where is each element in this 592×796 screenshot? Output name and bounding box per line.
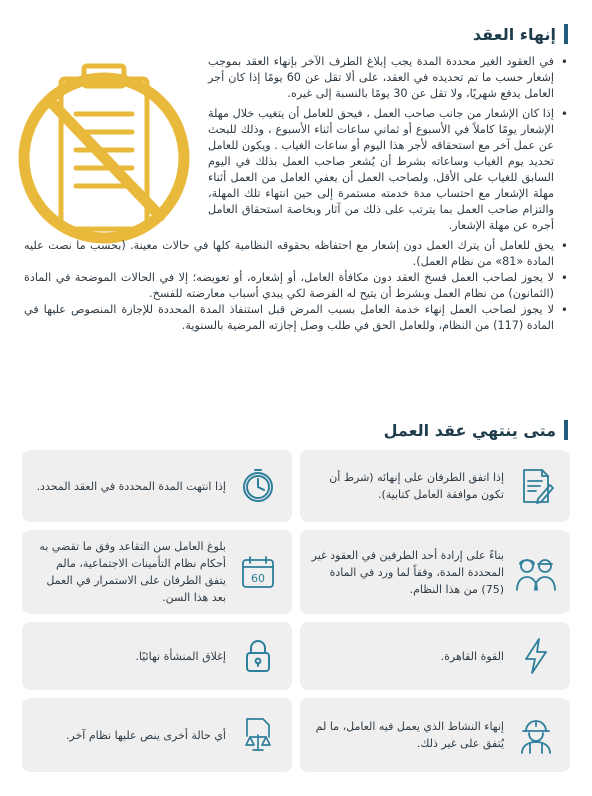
list-item: • إذا كان الإشعار من جانب صاحب العمل ، فيحق للعامل أن يتغيب خلال مهلة الإشعار يومًا كاملاً في الأسبوع أو ثماني ساعات أثناء الأسبوع ، وذلك للبحث عن عمل آخر مع استحقاقه لأجر هذا اليوم أو ساعات الغياب . ويكون للعامل تحديد يوم الغياب وساعاته بشرط أن يُشعر صاحب العمل بذلك في اليوم السابق للغياب على الأقل. ولصاحب العمل أن يعفي العامل من العمل أثناء مهلة الإشعار مع احتساب مدة خدمته مستمرة إلى حين انتهاء تلك المهلة، والتزام صاحب العمل بما يترتب على ذلك من آثار وبخاصة استحقاق العامل أجره عن مهلة الإشعار. <box>208 106 568 234</box>
case-text: إنهاء النشاط الذي يعمل فيه العامل، ما لم يُتفق على غير ذلك. <box>315 720 504 750</box>
construction-worker-icon <box>514 713 558 757</box>
case-text: بناءً على إرادة أحد الطرفين في العقود غير المحددة المدة، وفقاً لما ورد في المادة (75) من هذا النظام. <box>311 548 504 596</box>
section-title-text: متى ينتهي عقد العمل <box>383 420 556 440</box>
list-item: • يحق للعامل أن يترك العمل دون إشعار مع احتفاظه بحقوقه النظامية كلها في حالات معينة. (بحسب ما نصت عليه المادة «81» من نظام العمل). <box>24 238 568 270</box>
worker-and-employer-icon <box>514 550 558 594</box>
list-item: • في العقود الغير محددة المدة يجب إبلاغ الطرف الآخر بإنهاء العقد بموجب إشعار حسب ما تم تحديده في العقد، على ألا تقل عن 60 يومًا إذا كان أجر العامل يدفع شهريًا، ولا تقل عن 30 يومًا بالنسبة إلى غيره. <box>208 54 568 102</box>
case-card-other-law <box>22 698 292 772</box>
section-heading-contract-termination <box>473 24 568 44</box>
clock-icon <box>236 464 280 508</box>
case-card-party-will <box>300 530 570 614</box>
lightning-icon <box>514 634 558 678</box>
case-text: القوة القاهرة. <box>440 649 504 663</box>
case-text: إغلاق المنشأة نهائيًا. <box>135 649 226 663</box>
section-heading-contract-end-cases <box>384 420 568 440</box>
termination-rules-list <box>24 54 568 334</box>
list-item: • لا يجوز لصاحب العمل إنهاء خدمة العامل بسبب المرض قبل استنفاذ المدة المحددة للإجازة المنصوص عليها في المادة (117) من النظام، وللعامل الحق في طلب وصل إجازته المرضية بالسنوية. <box>24 302 568 334</box>
case-card-closure <box>22 622 292 690</box>
svg-text:60: 60 <box>251 572 265 585</box>
heading-accent-bar <box>564 24 568 44</box>
legal-document-scales-icon <box>236 713 280 757</box>
case-text: إذا اتفق الطرفان على إنهائه (شرط أن تكون موافقة العامل كتابية). <box>329 471 504 501</box>
case-text: أي حالة أخرى ينص عليها نظام آخر. <box>65 728 226 742</box>
case-card-mutual-agreement <box>300 450 570 522</box>
case-card-fixed-term-ended <box>22 450 292 522</box>
case-text: بلوغ العامل سن التقاعد وفق ما تقضي به أحكام نظام التأمينات الاجتماعية، مالم يتفق الطرفان على الاستمرار في العمل بعد هذا السن. <box>39 540 226 604</box>
padlock-icon <box>236 634 280 678</box>
section-title-text: إنهاء العقد <box>472 24 556 44</box>
case-card-activity-ended <box>300 698 570 772</box>
calendar-60-icon <box>236 550 280 594</box>
contract-signing-icon <box>514 464 558 508</box>
case-text: إذا انتهت المدة المحددة في العقد المحدد. <box>36 479 226 493</box>
case-card-retirement <box>22 530 292 614</box>
list-item: • لا يجوز لصاحب العمل فسخ العقد دون مكافأة العامل، أو إشعاره، أو تعويضه؛ إلا في الحالات الموضحة في المادة (الثمانون) من نظام العمل وبشرط أن يتيح له الفرصة لكي يبدي أسباب معارضته للفسخ. <box>24 270 568 302</box>
heading-accent-bar <box>564 420 568 440</box>
case-card-force-majeure <box>300 622 570 690</box>
